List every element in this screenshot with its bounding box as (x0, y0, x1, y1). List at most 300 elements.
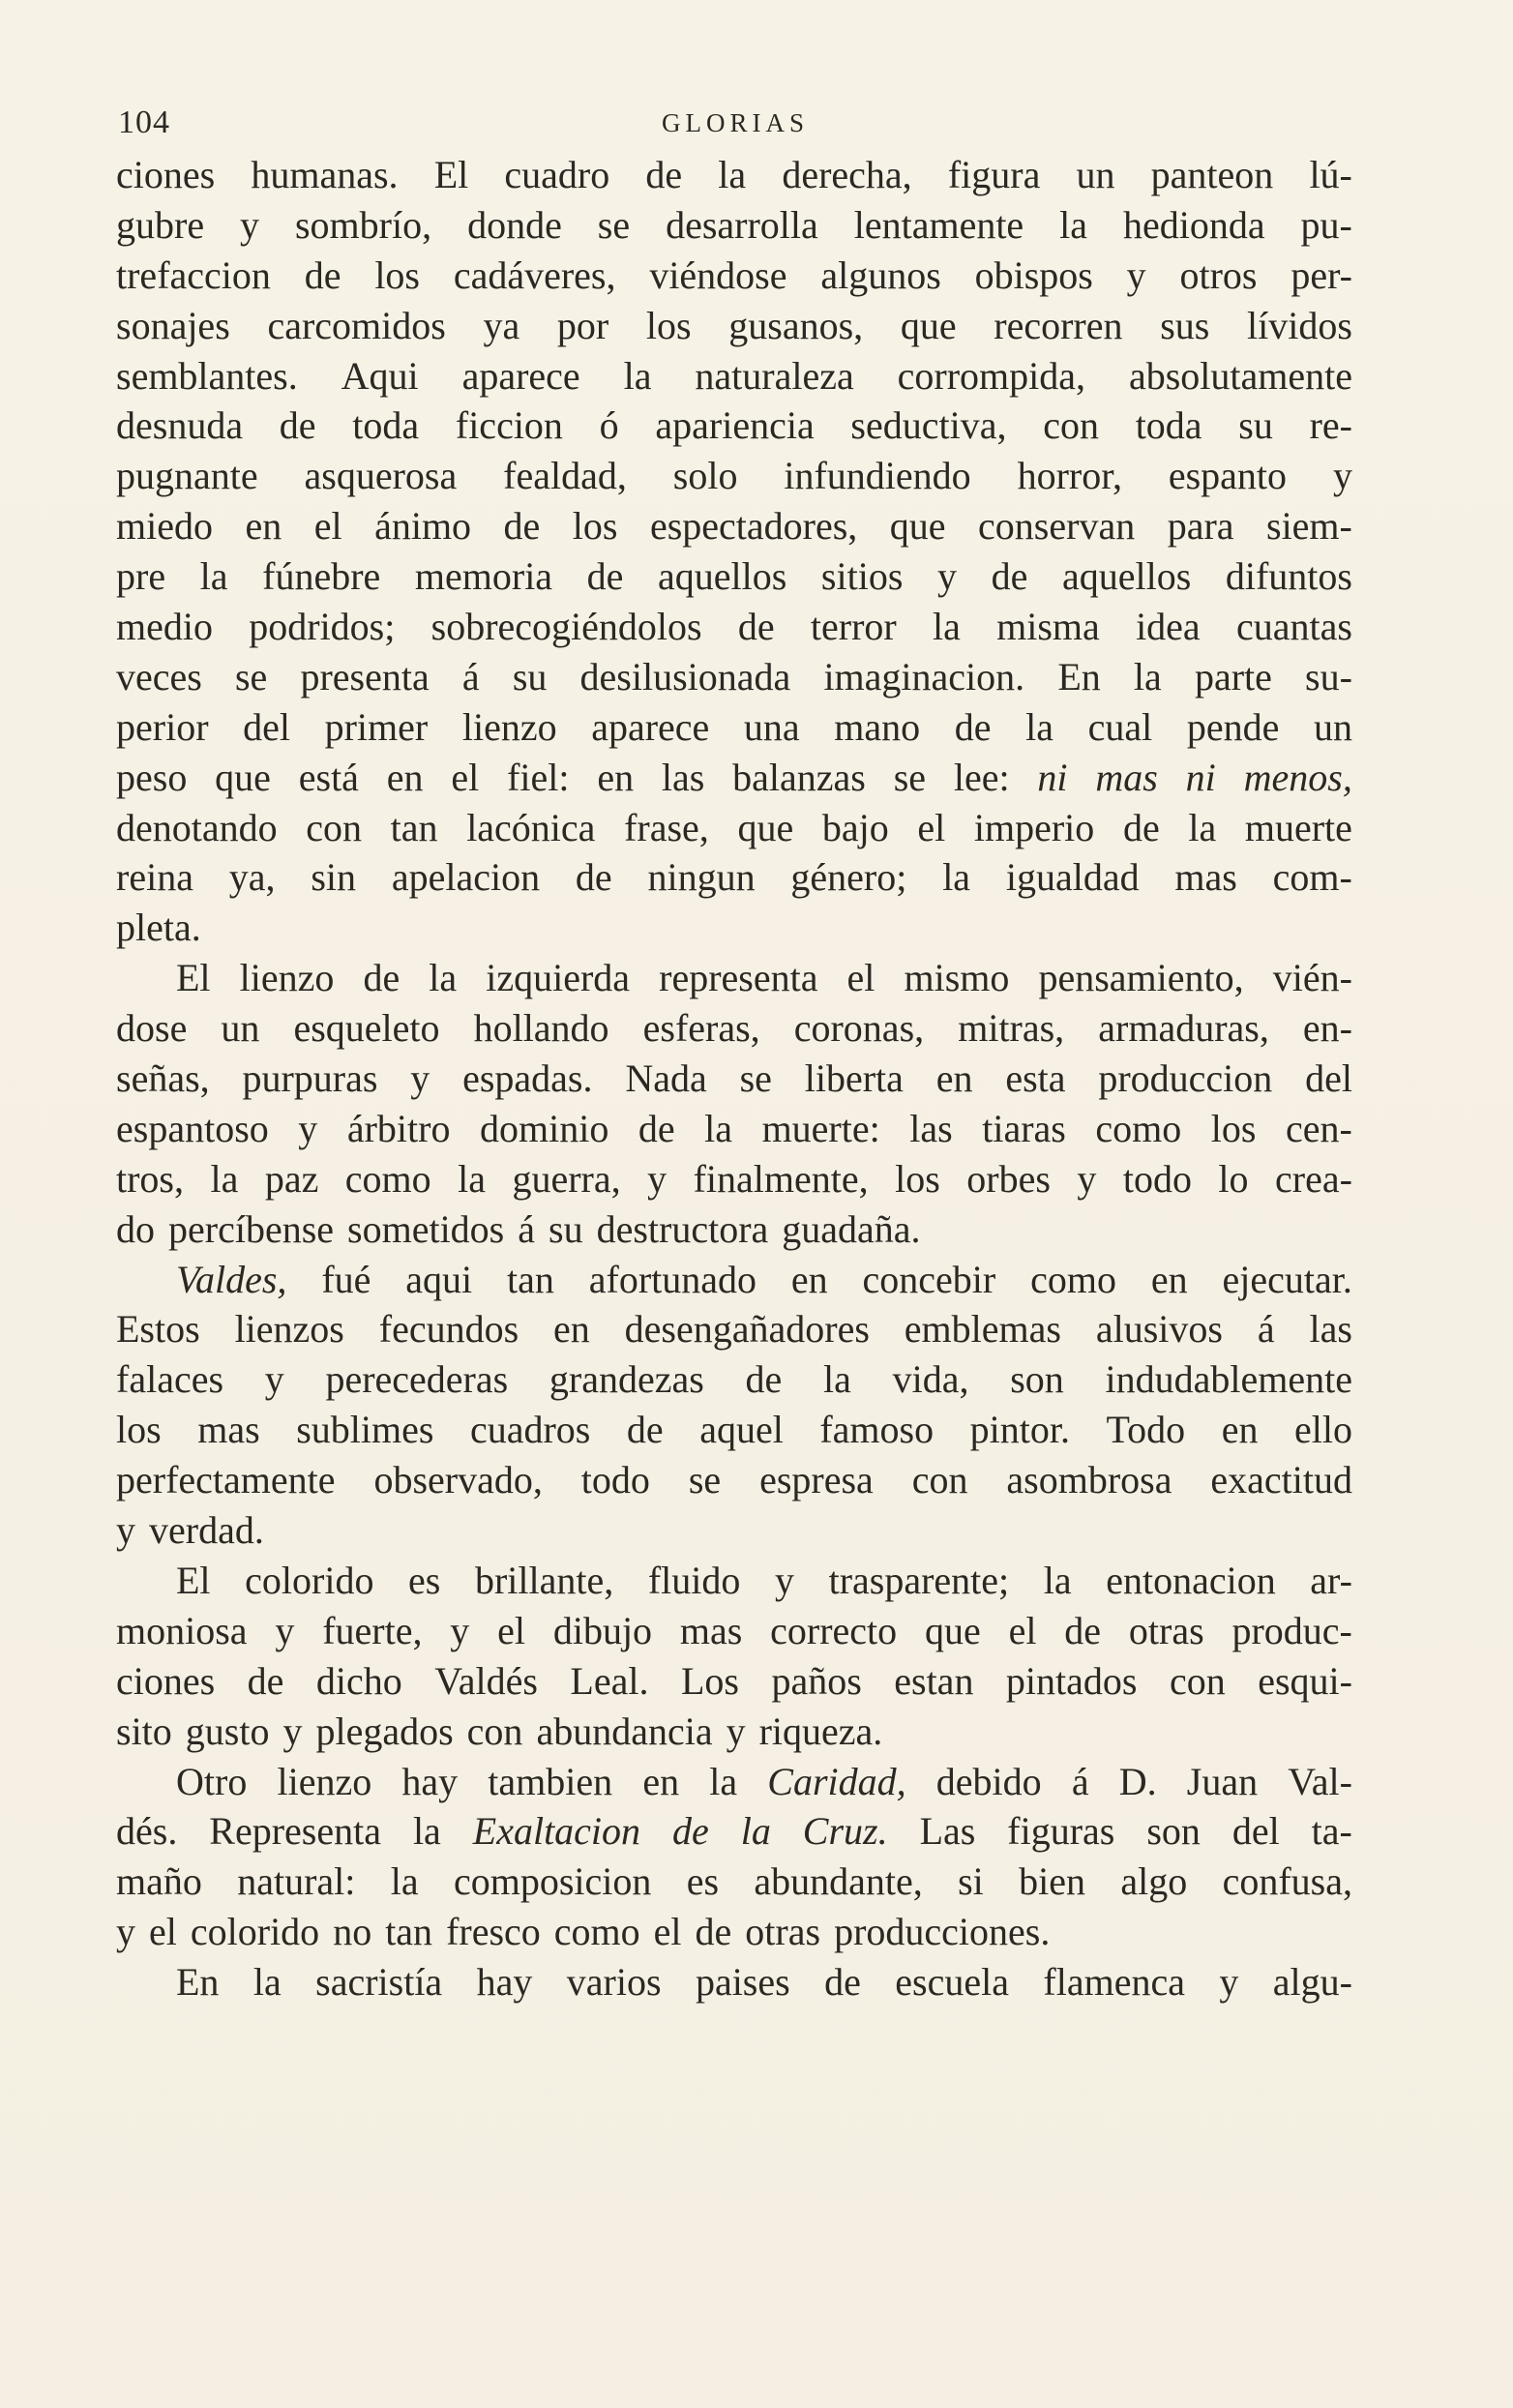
word: recorren (994, 303, 1123, 347)
word: confusa, (1222, 1859, 1352, 1904)
word: está (298, 755, 359, 799)
word: cuadros (469, 1408, 591, 1452)
word: y (264, 1357, 284, 1402)
word: pensamiento, (1038, 956, 1244, 1000)
text-line (116, 1054, 1352, 1104)
word: todo (580, 1458, 650, 1502)
word: El (433, 153, 469, 196)
word: en (386, 755, 424, 799)
text-line (116, 1505, 1352, 1556)
text-line (116, 1606, 1352, 1656)
word: pintados (1005, 1658, 1138, 1703)
word: la (390, 1859, 419, 1904)
word: es (408, 1558, 441, 1602)
word: Estos (116, 1307, 200, 1352)
text-line (116, 753, 1352, 803)
word: igualdad (1005, 855, 1140, 900)
word: seductiva, (850, 403, 1007, 448)
word: para (1167, 504, 1234, 549)
word: se (739, 1056, 772, 1101)
word: aqui (405, 1257, 473, 1301)
word: tiaras (982, 1106, 1066, 1150)
word: lo (1218, 1156, 1249, 1201)
word: En (176, 1960, 220, 2005)
word: Cruz. (802, 1809, 888, 1854)
word: de (575, 855, 612, 900)
word: medio (116, 605, 213, 649)
word: lienzos (234, 1307, 344, 1352)
word: liberta (804, 1056, 904, 1101)
word: lentamente (853, 202, 1024, 247)
word: género; (790, 855, 907, 900)
word: como (553, 1910, 640, 1954)
word: ta- (1311, 1809, 1352, 1854)
word: asquerosa (304, 454, 458, 498)
word: y (774, 1558, 794, 1602)
text-line (116, 551, 1352, 602)
word: los (572, 504, 618, 549)
word: tros, (116, 1156, 184, 1201)
word: otras (745, 1910, 821, 1954)
word: muerte (1244, 805, 1352, 849)
word: se (597, 202, 631, 247)
text-line (116, 251, 1352, 301)
word: en (790, 1257, 828, 1301)
word: y (410, 1056, 430, 1101)
word: otras (1128, 1608, 1204, 1652)
word: de (645, 153, 683, 196)
word: sin (311, 855, 357, 900)
word: D. (1118, 1759, 1157, 1803)
text-line (116, 1204, 1352, 1255)
word: denotando (116, 805, 278, 849)
word: los (116, 1408, 162, 1452)
word: correcto (770, 1608, 898, 1652)
word: composicion (453, 1859, 652, 1904)
word: terror (810, 605, 897, 649)
text-line (116, 1104, 1352, 1154)
word: algo (1120, 1859, 1188, 1904)
word: siem- (1266, 504, 1352, 549)
word: mitras, (958, 1006, 1065, 1051)
word: trasparente; (828, 1558, 1010, 1602)
text-line (116, 1757, 1352, 1807)
word: con (306, 805, 363, 849)
word: el (313, 504, 342, 549)
word: de (672, 1809, 709, 1854)
word: reina (116, 855, 193, 900)
word: ni (1185, 755, 1216, 799)
word: de (737, 605, 775, 649)
word: en (597, 755, 635, 799)
word: fiel: (507, 755, 570, 799)
word: aquellos (1061, 554, 1192, 599)
word: toda (1135, 403, 1202, 448)
word: los (374, 253, 420, 297)
word: veces (116, 654, 202, 699)
word: la (623, 353, 652, 398)
word: peso (116, 755, 188, 799)
word: la (1025, 704, 1053, 749)
word: Valdes, (176, 1257, 287, 1301)
word: conservan (978, 504, 1136, 549)
word: como (1030, 1257, 1116, 1301)
word: cual (1087, 704, 1153, 749)
word: pu- (1300, 202, 1352, 247)
word: en (935, 1056, 973, 1101)
word: cen- (1286, 1106, 1352, 1150)
word: esqueleto (293, 1006, 440, 1051)
text-line (116, 1806, 1352, 1857)
word: del (1231, 1809, 1280, 1854)
word: en (245, 504, 282, 549)
word: la (740, 1809, 771, 1854)
word: observado, (373, 1458, 543, 1502)
word: de (247, 1658, 284, 1703)
word: la (252, 1960, 282, 2005)
word: el (451, 755, 480, 799)
word: paños (771, 1658, 862, 1703)
word: paz (264, 1156, 319, 1201)
word: y (116, 1508, 135, 1553)
word: armaduras, (1098, 1006, 1269, 1051)
word: alusivos (1095, 1307, 1223, 1352)
text-line (116, 1556, 1352, 1606)
word: la (199, 554, 228, 599)
text-line (116, 652, 1352, 702)
word: la (1133, 654, 1162, 699)
word: Aqui (341, 353, 419, 398)
word: una (743, 704, 800, 749)
word: su (1238, 403, 1273, 448)
word: desilusionada (579, 654, 791, 699)
word: la (1043, 1558, 1072, 1602)
text-line (116, 351, 1352, 401)
word: y (298, 1106, 318, 1150)
word: lienzo (277, 1759, 372, 1803)
word: espantoso (116, 1106, 269, 1150)
word: aquel (699, 1408, 784, 1452)
word: vién- (1272, 956, 1352, 1000)
word: apelacion (391, 855, 541, 900)
word: la (932, 605, 961, 649)
word: que (925, 1608, 981, 1652)
word: cuadro (504, 153, 610, 196)
word: con (1043, 403, 1099, 448)
word: sublimes (296, 1408, 434, 1452)
word: en (553, 1307, 590, 1352)
word: grandezas (549, 1357, 704, 1402)
word: mas (1095, 755, 1158, 799)
word: fresco (446, 1910, 541, 1954)
word: todo (1122, 1156, 1192, 1201)
page-header (118, 104, 1352, 143)
word: exactitud (1210, 1458, 1352, 1502)
word: algu- (1272, 1960, 1352, 2005)
word: las (661, 755, 705, 799)
text-line (116, 501, 1352, 551)
word: percíbense (168, 1206, 335, 1251)
word: desarrolla (666, 202, 818, 247)
word: es (686, 1859, 720, 1904)
word: horror, (1017, 454, 1122, 498)
word: por (556, 303, 609, 347)
word: la (709, 1759, 738, 1803)
word: riqueza. (758, 1709, 883, 1753)
word: el (846, 956, 875, 1000)
text-line (116, 1154, 1352, 1204)
word: árbitro (346, 1106, 451, 1150)
word: son (1146, 1809, 1201, 1854)
word: la (1188, 805, 1217, 849)
word: abundante, (754, 1859, 923, 1904)
word: á (1071, 1759, 1089, 1803)
word: bajo (821, 805, 889, 849)
word: misma (996, 605, 1100, 649)
word: finalmente, (693, 1156, 869, 1201)
word: algunos (820, 253, 941, 297)
word: En (1057, 654, 1101, 699)
word: orbes (966, 1156, 1051, 1201)
word: y (937, 554, 957, 599)
word: esta (1005, 1056, 1066, 1101)
word: gusanos, (728, 303, 864, 347)
word: aparece (591, 704, 710, 749)
word: de (1064, 1608, 1102, 1652)
word: ciones (116, 1658, 216, 1703)
text-line (116, 451, 1352, 501)
text-line (116, 1707, 1352, 1757)
word: emblemas (904, 1307, 1061, 1352)
word: gubre (116, 202, 205, 247)
word: produccion (1098, 1056, 1273, 1101)
word: escuela (895, 1960, 1009, 2005)
word: fúnebre (262, 554, 381, 599)
word: carcomidos (267, 303, 446, 347)
word: dibujo (552, 1608, 653, 1652)
text-line (116, 1304, 1352, 1354)
text-line (116, 1405, 1352, 1455)
word: pende (1186, 704, 1280, 749)
word: famoso (819, 1408, 934, 1452)
word: perecederas (325, 1357, 509, 1402)
word: entonacion (1106, 1558, 1276, 1602)
word: de (991, 554, 1028, 599)
text-line (116, 903, 1352, 953)
word: produc- (1231, 1608, 1352, 1652)
word: y (1126, 253, 1146, 297)
text-line (116, 602, 1352, 652)
word: pre (116, 554, 166, 599)
word: lienzo (239, 956, 335, 1000)
word: espectadores, (649, 504, 858, 549)
word: de (954, 704, 992, 749)
word: mas (1174, 855, 1237, 900)
word: Exaltacion (472, 1809, 641, 1854)
word: solo (672, 454, 738, 498)
word: do (116, 1206, 155, 1251)
word: viéndose (649, 253, 787, 297)
word: sonajes (116, 303, 230, 347)
word: izquierda (486, 956, 631, 1000)
word: balanzas (732, 755, 866, 799)
word: del (1305, 1056, 1352, 1101)
word: producciones. (834, 1910, 1051, 1954)
word: y (450, 1608, 470, 1652)
word: perfectamente (116, 1458, 336, 1502)
word: de (363, 956, 400, 1000)
word: hay (476, 1960, 533, 2005)
word: ar- (1310, 1558, 1352, 1602)
word: ningun (647, 855, 756, 900)
word: debido (935, 1759, 1042, 1803)
word: hollando (473, 1006, 609, 1051)
word: la (704, 1106, 733, 1150)
word: las (1309, 1307, 1352, 1352)
word: y (1219, 1960, 1239, 2005)
word: re- (1309, 403, 1352, 448)
word: mas (679, 1608, 743, 1652)
word: si (958, 1859, 984, 1904)
word: mismo (904, 956, 1010, 1000)
word: fealdad, (503, 454, 627, 498)
word: á (518, 1206, 536, 1251)
word: panteon (1150, 153, 1274, 196)
word: un (1313, 704, 1352, 749)
word: el (497, 1608, 525, 1652)
text-line (116, 301, 1352, 351)
word: de (1122, 805, 1160, 849)
word: y (726, 1709, 746, 1753)
word: difuntos (1225, 554, 1352, 599)
word: espresa (759, 1458, 874, 1502)
text-line (116, 1957, 1352, 2007)
word: gusto (185, 1709, 270, 1753)
word: la (718, 153, 747, 196)
word: toda (352, 403, 420, 448)
word: lívidos (1247, 303, 1352, 347)
word: que (900, 303, 957, 347)
word: el (149, 1910, 177, 1954)
word: pugnante (116, 454, 258, 498)
word: figuras (1007, 1809, 1115, 1854)
word: en- (1302, 1006, 1352, 1051)
word: El (176, 1558, 211, 1602)
word: la (942, 855, 971, 900)
word: Val- (1288, 1759, 1352, 1803)
word: otros (1179, 253, 1258, 297)
body-text (116, 150, 1352, 2007)
word: que (215, 755, 271, 799)
word: y (1077, 1156, 1097, 1201)
word: esferas, (642, 1006, 760, 1051)
word: tambien (488, 1759, 613, 1803)
word: dose (116, 1006, 188, 1051)
word: sobrecogiéndolos (430, 605, 702, 649)
text-line (116, 1455, 1352, 1505)
word: verdad. (149, 1508, 264, 1553)
word: de (279, 403, 316, 448)
text-line (116, 200, 1352, 251)
word: figura (947, 153, 1041, 196)
word: obispos (974, 253, 1093, 297)
word: apariencia (655, 403, 815, 448)
word: memoria (414, 554, 553, 599)
word: lee: (953, 755, 1010, 799)
word: flamenca (1043, 1960, 1185, 2005)
word: naturaleza (695, 353, 854, 398)
word: Las (919, 1809, 976, 1854)
word: con (1169, 1658, 1226, 1703)
word: se (234, 654, 268, 699)
word: dominio (479, 1106, 609, 1150)
word: dicho (315, 1658, 402, 1703)
word: que (889, 504, 946, 549)
word: semblantes. (116, 353, 298, 398)
page-number: 104 (118, 104, 170, 140)
word: espanto (1168, 454, 1288, 498)
word: Todo (1106, 1408, 1186, 1452)
word: perior (116, 704, 209, 749)
word: mas (197, 1408, 260, 1452)
word: fué (321, 1257, 371, 1301)
word: á (461, 654, 480, 699)
word: espadas. (462, 1056, 593, 1101)
word: y (1332, 454, 1352, 498)
word: idea (1136, 605, 1201, 649)
word: pleta. (116, 906, 201, 950)
word: varios (566, 1960, 662, 2005)
word: infundiendo (784, 454, 971, 498)
word: colorido (190, 1910, 320, 1954)
word: su (549, 1206, 583, 1251)
word: sacristía (315, 1960, 443, 2005)
word: esqui- (1258, 1658, 1352, 1703)
word: el (653, 1910, 682, 1954)
text-line (116, 150, 1352, 200)
word: la (210, 1156, 239, 1201)
word: la (429, 956, 458, 1000)
word: Los (680, 1658, 739, 1703)
text-line (116, 1354, 1352, 1405)
running-title: GLORIAS (661, 108, 809, 137)
word: imperio (973, 805, 1095, 849)
word: del (243, 704, 290, 749)
word: á (1257, 1307, 1275, 1352)
word: como (344, 1156, 431, 1201)
word: hedionda (1122, 202, 1265, 247)
word: son (1010, 1357, 1064, 1402)
text-line (116, 1907, 1352, 1957)
word: mano (834, 704, 921, 749)
text-line (116, 803, 1352, 853)
text-line (116, 702, 1352, 753)
word: no (333, 1910, 372, 1954)
text-line (116, 1255, 1352, 1305)
word: Valdés (434, 1658, 538, 1703)
word: Otro (176, 1759, 248, 1803)
word: corrompida, (897, 353, 1086, 398)
word: la (823, 1357, 851, 1402)
word: su (512, 654, 548, 699)
word: natural: (237, 1859, 356, 1904)
word: la (412, 1809, 441, 1854)
word: los (645, 303, 692, 347)
word: dés. (116, 1809, 178, 1854)
word: de (304, 253, 341, 297)
word: pintor. (969, 1408, 1070, 1452)
word: ó (599, 403, 619, 448)
